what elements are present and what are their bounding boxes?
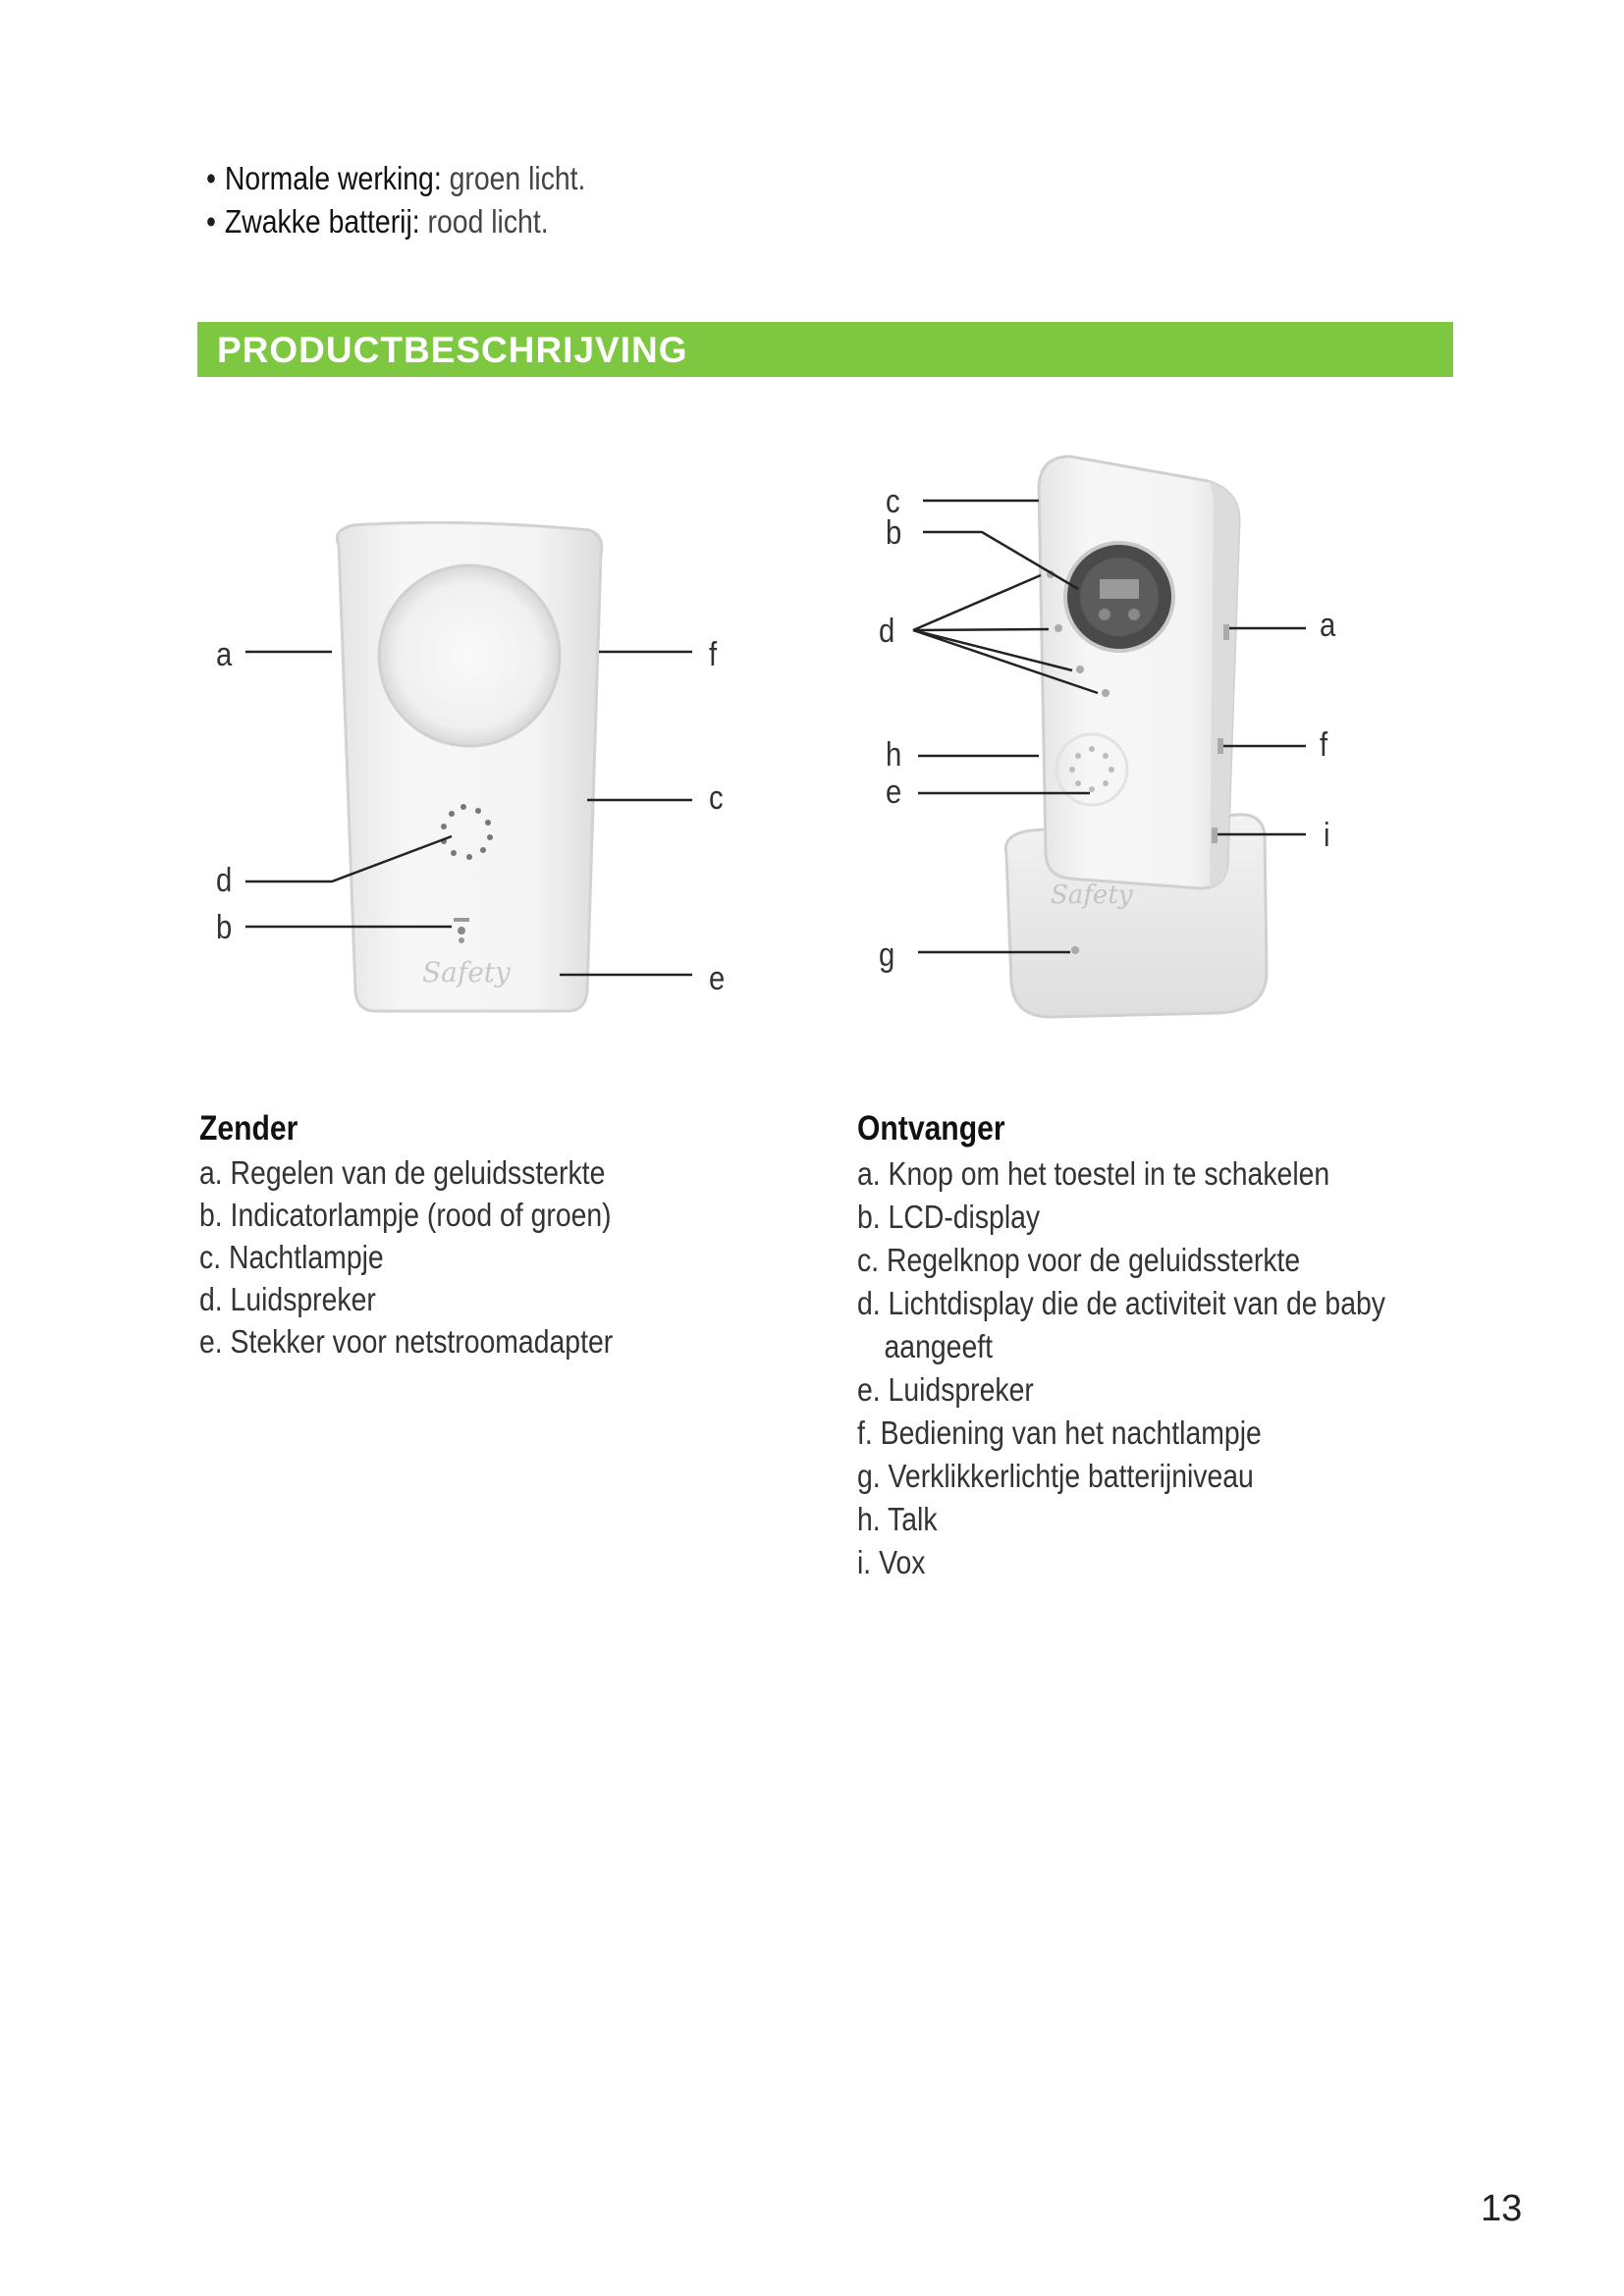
receiver-callout-e: e [886, 774, 902, 811]
bullet-icon: • [206, 203, 216, 240]
section-title: PRODUCTBESCHRIJVING [217, 330, 688, 370]
status-item-normal [206, 157, 585, 200]
list-item: c. Nachtlampje [199, 1239, 384, 1275]
transmitter-callout-d: d [216, 862, 233, 899]
receiver-callout-i: i [1324, 817, 1330, 854]
list-item: f. Bediening van het nachtlampje [857, 1415, 1262, 1451]
transmitter-callout-a: a [216, 636, 233, 673]
receiver-callout-g: g [879, 936, 895, 974]
list-item-continuation: aangeeft [884, 1328, 994, 1364]
status-list [206, 157, 647, 243]
list-item: a. Knop om het toestel in te schakelen [857, 1155, 1330, 1192]
transmitter-parts-list [199, 1107, 680, 1362]
transmitter-callout-b: b [216, 909, 233, 946]
list-item: e. Stekker voor netstroomadapter [199, 1323, 614, 1360]
receiver-parts-list [857, 1107, 1472, 1584]
list-item: h. Talk [857, 1501, 938, 1537]
status-value: rood licht. [427, 203, 549, 240]
status-value: groen licht. [449, 160, 586, 196]
page-number: 13 [1481, 2188, 1523, 2229]
transmitter-device [337, 522, 601, 1011]
receiver-heading: Ontvanger [857, 1109, 1005, 1148]
status-label: Zwakke batterij: [224, 203, 420, 240]
transmitter-callout-e: e [709, 960, 726, 997]
transmitter-callout-f: f [709, 636, 718, 673]
list-item: d. Lichtdisplay die de activiteit van de baby [857, 1285, 1385, 1321]
receiver-callout-h: h [886, 736, 902, 774]
list-item: g. Verklikkerlichtje batterijniveau [857, 1458, 1254, 1494]
bullet-icon: • [206, 160, 216, 196]
receiver-device [1005, 456, 1267, 1017]
list-item: i. Vox [857, 1544, 926, 1580]
transmitter-heading: Zender [199, 1109, 298, 1148]
list-item: c. Regelknop voor de geluidssterkte [857, 1242, 1301, 1278]
transmitter-callout-c: c [709, 779, 724, 817]
receiver-brand-logo: Safety [1051, 881, 1133, 910]
receiver-callout-c: c [886, 483, 900, 520]
receiver-callout-b: b [886, 514, 902, 552]
receiver-callout-a: a [1320, 607, 1336, 644]
nightlight-dome [379, 565, 560, 746]
list-item: b. Indicatorlampje (rood of groen) [199, 1197, 612, 1233]
receiver-callout-f: f [1320, 726, 1328, 764]
receiver-callout-d: d [879, 613, 895, 650]
list-item: e. Luidspreker [857, 1371, 1034, 1408]
brand-logo: Safety [422, 956, 511, 988]
list-item: b. LCD-display [857, 1199, 1041, 1235]
list-item: a. Regelen van de geluidssterkte [199, 1154, 606, 1191]
indicator-lamp [454, 918, 469, 922]
list-item: d. Luidspreker [199, 1281, 376, 1317]
status-item-low-battery [206, 200, 585, 243]
status-label: Normale werking: [224, 160, 442, 196]
section-banner [197, 322, 1453, 377]
